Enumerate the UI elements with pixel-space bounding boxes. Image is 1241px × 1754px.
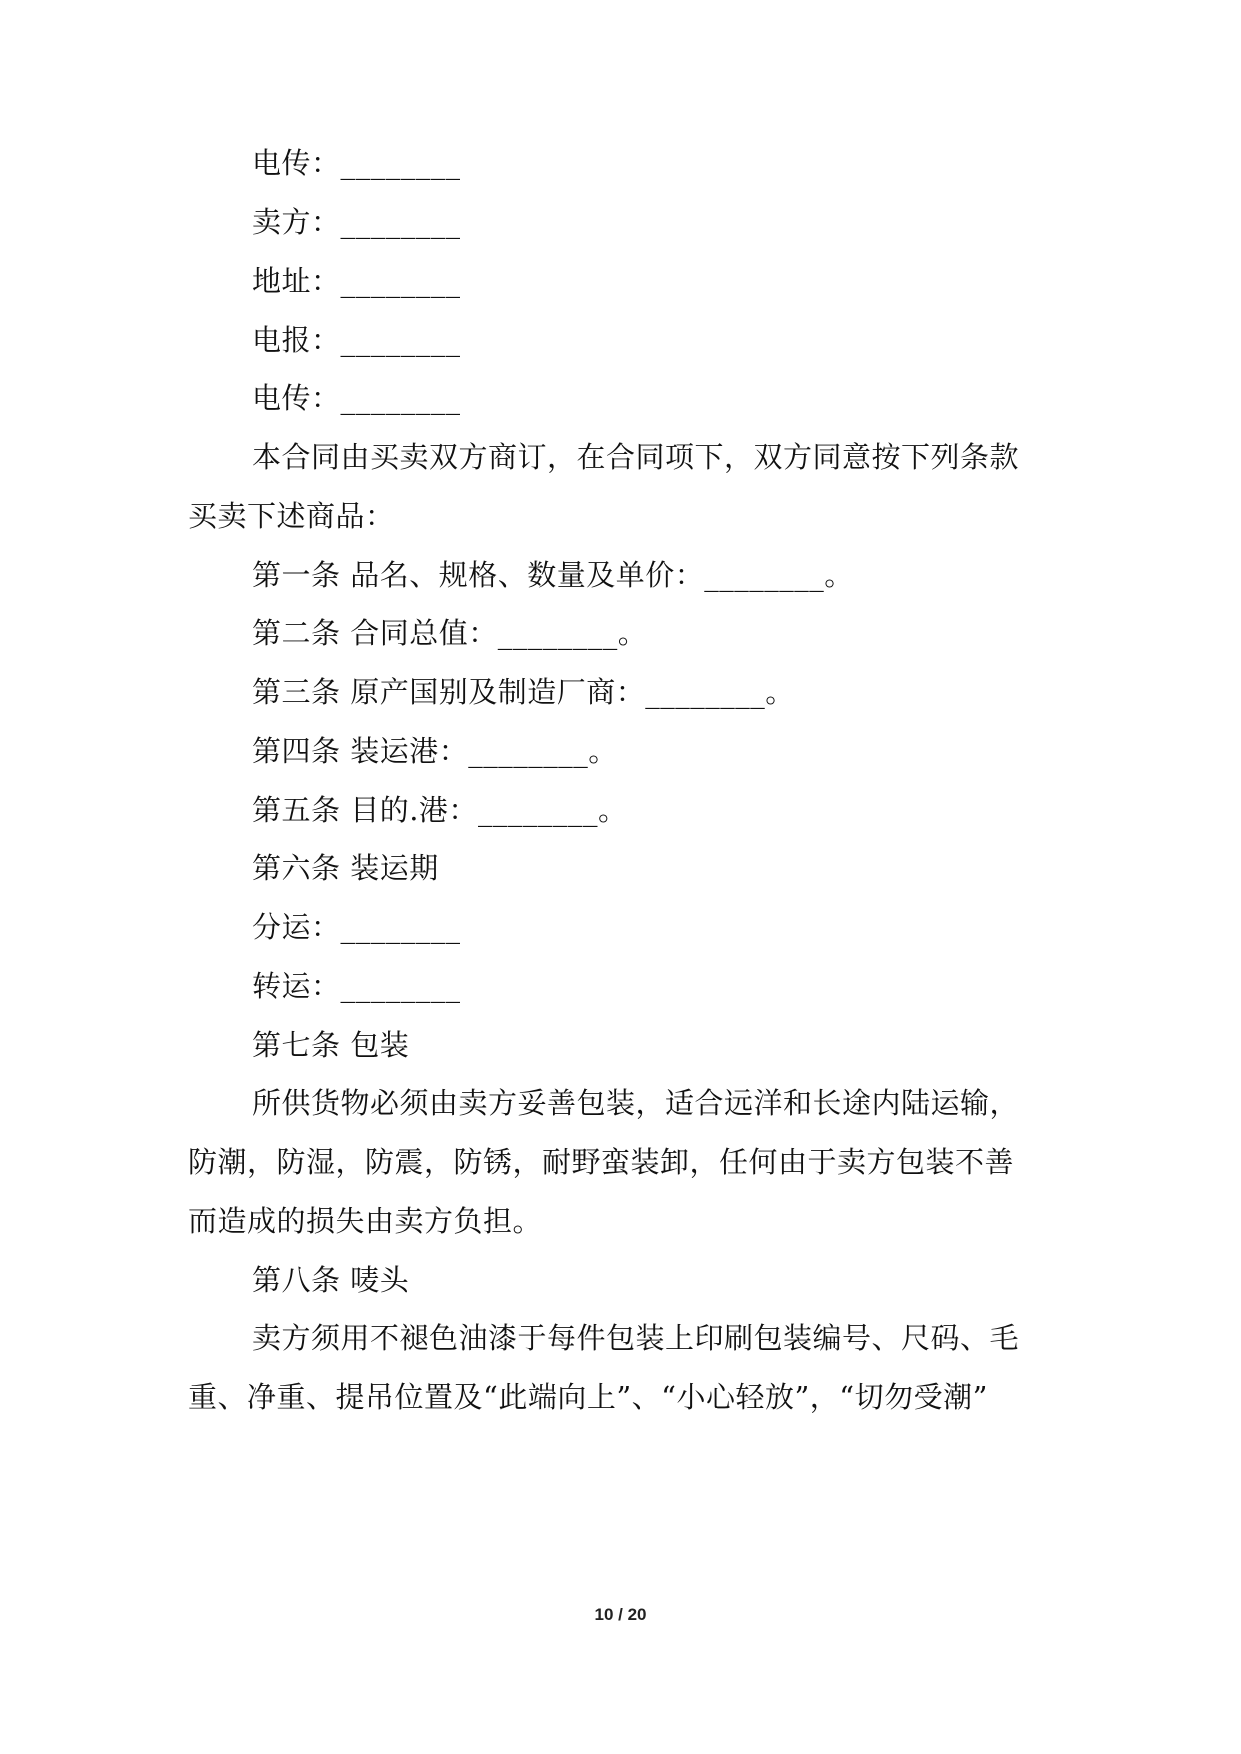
field-blank: ________ — [340, 323, 461, 357]
article-text: 第三条 原产国别及制造厂商： — [252, 675, 646, 709]
field-telegram — [252, 320, 461, 360]
article-blank: ________ — [645, 675, 766, 709]
article-blank: ________ — [477, 793, 598, 827]
article-text: 第二条 合同总值： — [252, 616, 498, 650]
article-blank: ________ — [497, 616, 618, 650]
article-4 — [252, 731, 618, 771]
field-label: 卖方： — [252, 205, 341, 239]
article-8-body-line: 重、净重、提吊位置及“此端向上”、“小心轻放”，“切勿受潮” — [188, 1380, 988, 1414]
article-1 — [252, 555, 854, 595]
intro-line-2: 买卖下述商品： — [188, 499, 395, 533]
field-blank: ________ — [340, 969, 461, 1003]
article-end: 。 — [824, 558, 854, 592]
field-blank: ________ — [340, 910, 461, 944]
article-end: 。 — [617, 616, 648, 650]
field-seller — [252, 202, 461, 242]
article-blank: ________ — [704, 558, 825, 592]
field-label: 电传： — [252, 146, 341, 180]
article-text: 第一条 品名、规格、数量及单价： — [252, 558, 705, 592]
article-7-body-line: 所供货物必须由卖方妥善包装，适合远洋和长途内陆运输， — [252, 1086, 1020, 1120]
article-6-title: 第六条 装运期 — [252, 851, 439, 885]
field-blank: ________ — [340, 381, 461, 415]
article-end: 。 — [765, 675, 795, 709]
field-address — [252, 261, 461, 301]
article-end: 。 — [588, 734, 618, 768]
field-partial-shipment — [252, 907, 461, 947]
article-7-body-line: 防潮，防湿，防震，防锈，耐野蛮装卸，任何由于卖方包装不善 — [188, 1145, 1015, 1179]
field-transshipment — [252, 966, 461, 1006]
article-8-body-line: 卖方须用不褪色油漆于每件包装上印刷包装编号、尺码、毛 — [252, 1321, 1020, 1355]
field-telex-1 — [252, 143, 461, 183]
article-text: 第四条 装运港： — [252, 734, 469, 768]
field-label: 电传： — [252, 381, 341, 415]
article-5 — [252, 790, 627, 830]
field-label: 转运： — [252, 969, 341, 1003]
field-blank: ________ — [340, 205, 461, 239]
article-8-title: 第八条 唛头 — [252, 1263, 410, 1297]
article-blank: ________ — [468, 734, 589, 768]
field-blank: ________ — [340, 264, 461, 298]
article-text: 第五条 目的.港： — [252, 793, 478, 827]
article-end: 。 — [597, 793, 628, 827]
article-7-body-line: 而造成的损失由卖方负担。 — [188, 1204, 543, 1238]
article-7-title: 第七条 包装 — [252, 1028, 410, 1062]
field-label: 分运： — [252, 910, 341, 944]
field-label: 电报： — [252, 323, 341, 357]
article-3 — [252, 672, 795, 712]
field-telex-2 — [252, 378, 461, 418]
intro-line-1: 本合同由买卖双方商订，在合同项下，双方同意按下列条款 — [252, 440, 1020, 474]
field-label: 地址： — [252, 264, 341, 298]
field-blank: ________ — [340, 146, 461, 180]
article-2 — [252, 613, 647, 653]
page-number: 10 / 20 — [594, 1605, 647, 1624]
